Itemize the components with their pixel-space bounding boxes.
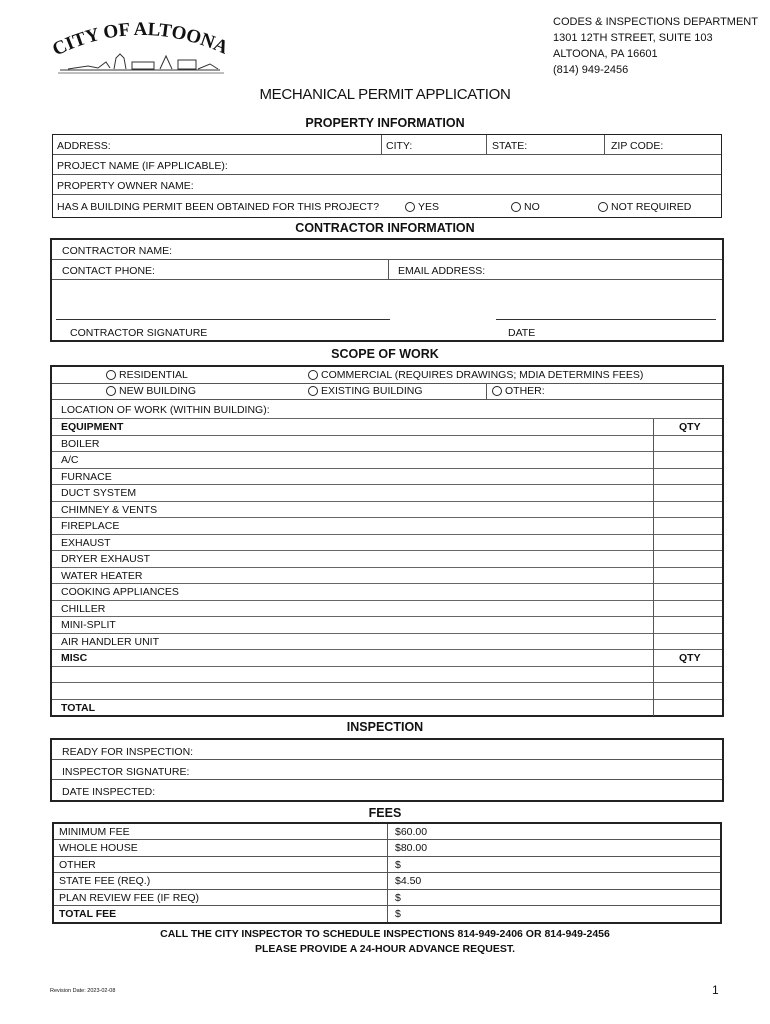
equipment-label: MINI-SPLIT [61,619,116,631]
contractor-heading: CONTRACTOR INFORMATION [295,221,475,235]
equipment-row[interactable] [52,535,722,552]
contractor-name-row[interactable] [52,240,722,260]
equipment-row[interactable] [52,551,722,568]
contractor-date-label: DATE [508,327,536,339]
date-inspected-label: DATE INSPECTED: [62,786,156,798]
city-label: CITY: [386,140,413,152]
equipment-row[interactable] [52,584,722,601]
property-heading: PROPERTY INFORMATION [305,116,465,130]
radio-icon[interactable] [598,202,608,212]
radio-icon[interactable] [308,386,318,396]
misc-row[interactable] [52,683,722,700]
location-row[interactable] [52,400,722,418]
radio-icon[interactable] [106,386,116,396]
permit-yes-option[interactable] [405,201,439,213]
permit-question-row [53,195,721,215]
misc-qty-header: QTY [679,652,701,664]
equipment-label: A/C [61,454,79,466]
residential-label: RESIDENTIAL [119,369,188,381]
radio-icon[interactable] [106,370,116,380]
equipment-header-row [52,419,722,436]
inspection-section [50,738,724,802]
contact-phone-label: CONTACT PHONE: [62,265,155,277]
radio-icon[interactable] [405,202,415,212]
scope-section [50,365,724,717]
equipment-row[interactable] [52,502,722,519]
equipment-label: DRYER EXHAUST [61,553,151,565]
fee-label: WHOLE HOUSE [59,842,138,855]
revision-date: Revision Date: 2023-02-08 [50,988,116,994]
residential-option[interactable] [106,369,188,381]
existing-building-label: EXISTING BUILDING [321,385,423,397]
fee-value: $60.00 [395,826,428,838]
fee-value: $80.00 [395,842,428,855]
department-city: ALTOONA, PA 16601 [553,48,658,60]
misc-header-row [52,650,722,667]
equipment-row[interactable] [52,568,722,585]
equipment-label: BOILER [61,437,100,450]
fee-label: TOTAL FEE [59,908,117,920]
contractor-name-label: CONTRACTOR NAME: [62,245,173,257]
fee-label: PLAN REVIEW FEE (IF REQ) [59,891,200,904]
signature-line[interactable] [56,319,390,320]
property-section [52,134,722,218]
city-logo-graphic [48,22,228,78]
department-info [553,14,758,78]
fee-value: $4.50 [395,875,422,888]
qty-divider [653,419,654,716]
equipment-table [52,418,722,716]
date-line[interactable] [496,319,716,320]
location-label: LOCATION OF WORK (WITHIN BUILDING): [61,404,270,416]
scope-heading: SCOPE OF WORK [331,347,439,361]
ready-row[interactable] [52,740,722,760]
address-label: ADDRESS: [57,140,111,152]
divider [486,135,487,155]
department-phone: (814) 949-2456 [553,64,629,76]
inspection-heading: INSPECTION [346,720,424,734]
equipment-label: CHILLER [61,602,106,615]
fee-label: OTHER [59,858,96,871]
divider [486,384,487,400]
fee-label: MINIMUM FEE [59,826,130,838]
permit-not-required-label: NOT REQUIRED [611,201,692,213]
other-label: OTHER: [505,385,545,397]
project-name-row[interactable] [53,155,721,175]
equipment-row[interactable] [52,601,722,618]
contractor-signature-label: CONTRACTOR SIGNATURE [70,327,208,339]
inspector-signature-row[interactable] [52,760,722,780]
total-label: TOTAL [61,701,96,714]
fee-value: $ [395,908,401,920]
equipment-label: CHIMNEY & VENTS [61,503,158,516]
fees-heading: FEES [368,806,402,820]
equipment-label: AIR HANDLER UNIT [61,635,160,648]
email-label: EMAIL ADDRESS: [398,265,486,277]
equipment-label: FURNACE [61,470,112,483]
page-number: 1 [712,983,719,997]
permit-no-option[interactable] [511,201,540,213]
existing-building-option[interactable] [308,385,423,397]
zip-label: ZIP CODE: [611,140,664,152]
address-row [53,135,721,155]
page-title: MECHANICAL PERMIT APPLICATION [259,86,511,103]
date-inspected-row[interactable] [52,780,722,800]
divider [388,260,389,280]
permit-question-label: HAS A BUILDING PERMIT BEEN OBTAINED FOR THIS PROJECT? [57,201,380,213]
equipment-row[interactable] [52,634,722,651]
building-type-row [52,367,722,384]
other-option[interactable] [492,385,545,397]
radio-icon[interactable] [308,370,318,380]
permit-yes-label: YES [418,201,440,213]
contact-row [52,260,722,280]
permit-no-label: NO [524,201,540,213]
project-name-label: PROJECT NAME (IF APPLICABLE): [57,160,228,172]
equipment-label: FIREPLACE [61,520,120,532]
equipment-label: EXHAUST [61,536,111,549]
divider [604,135,605,155]
owner-name-row[interactable] [53,175,721,195]
department-name: CODES & INSPECTIONS DEPARTMENT [553,16,758,28]
divider [381,135,382,155]
inspector-signature-label: INSPECTOR SIGNATURE: [62,766,190,778]
qty-header: QTY [679,421,701,433]
footer-instructions: CALL THE CITY INSPECTOR TO SCHEDULE INSPECTIONS 814-949-2406 OR 814-949-2456 [160,928,610,940]
equipment-label: COOKING APPLIANCES [61,586,179,598]
state-label: STATE: [492,140,528,152]
equipment-header: EQUIPMENT [61,421,124,433]
equipment-row[interactable] [52,617,722,634]
radio-icon[interactable] [492,386,502,396]
city-logo-text: CITY OF ALTOON [49,22,218,61]
fee-divider [387,824,388,922]
equipment-row[interactable] [52,469,722,486]
department-street: 1301 12TH STREET, SUITE 103 [553,32,713,44]
fees-table [52,822,722,924]
building-status-row [52,384,722,400]
misc-row[interactable] [52,667,722,684]
fee-value: $ [395,891,401,904]
misc-header: MISC [61,652,88,664]
fee-value: $ [395,858,401,871]
fee-label: STATE FEE (REQ.) [59,875,151,888]
permit-not-required-option[interactable] [598,201,691,213]
ready-label: READY FOR INSPECTION: [62,746,194,758]
footer-advance-request: PLEASE PROVIDE A 24-HOUR ADVANCE REQUEST. [254,943,515,955]
equipment-row[interactable] [52,436,722,453]
commercial-option[interactable] [308,369,643,381]
radio-icon[interactable] [511,202,521,212]
equipment-row[interactable] [52,518,722,535]
city-logo [48,22,228,78]
total-row [52,700,722,717]
new-building-label: NEW BUILDING [119,385,197,397]
new-building-option[interactable] [106,385,196,397]
equipment-label: WATER HEATER [61,569,143,582]
equipment-row[interactable] [52,452,722,469]
equipment-row[interactable] [52,485,722,502]
contractor-section [50,238,724,342]
owner-name-label: PROPERTY OWNER NAME: [57,180,194,192]
commercial-label: COMMERCIAL (REQUIRES DRAWINGS; MDIA DETERMINS FEES) [321,369,644,381]
equipment-label: DUCT SYSTEM [61,487,137,499]
